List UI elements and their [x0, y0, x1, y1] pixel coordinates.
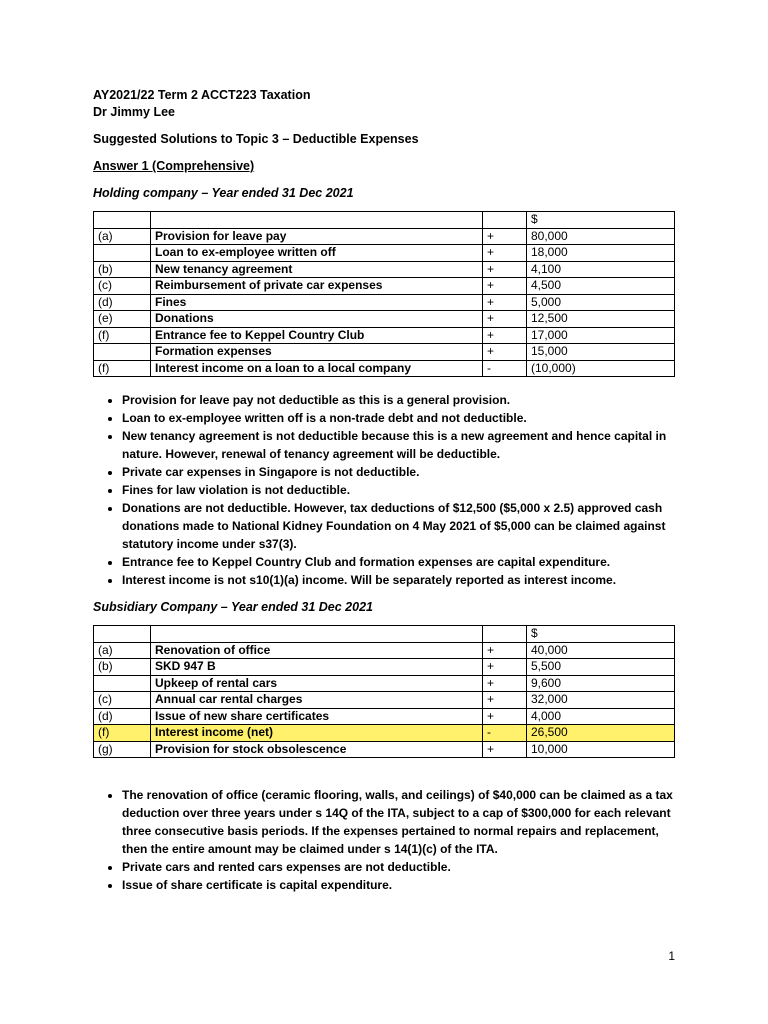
row-ref — [94, 675, 151, 692]
row-ref: (d) — [94, 708, 151, 725]
row-ref: (b) — [94, 659, 151, 676]
course-line: AY2021/22 Term 2 ACCT223 Taxation — [93, 88, 311, 102]
row-ref: (g) — [94, 741, 151, 758]
row-item: Loan to ex-employee written off — [151, 245, 483, 262]
subsidiary-table — [93, 625, 675, 758]
row-amount: 80,000 — [527, 228, 675, 245]
row-ref: (c) — [94, 278, 151, 295]
table-row — [94, 261, 675, 278]
row-sign: + — [483, 675, 527, 692]
row-sign: + — [483, 245, 527, 262]
row-ref: (c) — [94, 692, 151, 709]
document-page — [93, 87, 675, 894]
table-row — [94, 245, 675, 262]
table-row — [94, 741, 675, 758]
row-item: Provision for stock obsolescence — [151, 741, 483, 758]
table-row — [94, 708, 675, 725]
row-amount: 15,000 — [527, 344, 675, 361]
row-amount: (10,000) — [527, 360, 675, 377]
table-row — [94, 360, 675, 377]
row-sign: + — [483, 708, 527, 725]
row-ref: (a) — [94, 228, 151, 245]
row-sign: + — [483, 294, 527, 311]
row-ref: (f) — [94, 327, 151, 344]
list-item: • Private car expenses in Singapore is not deductible. — [122, 463, 675, 481]
row-sign: + — [483, 659, 527, 676]
row-amount: 4,000 — [527, 708, 675, 725]
row-sign: - — [483, 360, 527, 377]
row-item: Provision for leave pay — [151, 228, 483, 245]
row-amount: 4,100 — [527, 261, 675, 278]
row-amount: 26,500 — [527, 725, 675, 742]
row-ref: (a) — [94, 642, 151, 659]
row-ref — [94, 344, 151, 361]
row-amount: 5,000 — [527, 294, 675, 311]
row-item: New tenancy agreement — [151, 261, 483, 278]
table-row — [94, 228, 675, 245]
author-line: Dr Jimmy Lee — [93, 105, 175, 119]
row-ref: (f) — [94, 725, 151, 742]
list-item: • Issue of share certificate is capital expenditure. — [122, 876, 675, 894]
list-item: • The renovation of office (ceramic flooring, walls, and ceilings) of $40,000 can be claimed as a tax deduction over three years under s 14Q of the ITA, subject to a cap of $300,000 for each relevant three consecutive basis periods. If the expenses pertained to normal repairs and replacement, then the entire amount may be claimed under s 14(1)(c) of the ITA. — [122, 786, 675, 858]
row-sign: + — [483, 692, 527, 709]
list-item: • New tenancy agreement is not deductible because this is a new agreement and hence capital in nature. However, renewal of tenancy agreement will be deductible. — [122, 427, 675, 463]
document-title: Suggested Solutions to Topic 3 – Deductible Expenses — [93, 132, 419, 146]
answer-heading: Answer 1 (Comprehensive) — [93, 159, 255, 173]
row-amount: 40,000 — [527, 642, 675, 659]
row-item: Renovation of office — [151, 642, 483, 659]
row-sign: + — [483, 261, 527, 278]
row-item: SKD 947 B — [151, 659, 483, 676]
row-item: Issue of new share certificates — [151, 708, 483, 725]
row-item: Entrance fee to Keppel Country Club — [151, 327, 483, 344]
table-row — [94, 344, 675, 361]
row-item: Interest income (net) — [151, 725, 483, 742]
holding-table — [93, 211, 675, 377]
table-row — [94, 642, 675, 659]
row-amount: 18,000 — [527, 245, 675, 262]
list-item: • Loan to ex-employee written off is a non-trade debt and not deductible. — [122, 409, 675, 427]
table-row — [94, 675, 675, 692]
table-row — [94, 692, 675, 709]
row-item: Fines — [151, 294, 483, 311]
subsidiary-heading: Subsidiary Company – Year ended 31 Dec 2021 — [93, 600, 373, 614]
row-ref: (d) — [94, 294, 151, 311]
highlighted-table-row — [94, 725, 675, 742]
row-item: Donations — [151, 311, 483, 328]
table-row — [94, 327, 675, 344]
row-amount: 5,500 — [527, 659, 675, 676]
row-sign: + — [483, 278, 527, 295]
table-row — [94, 659, 675, 676]
row-amount: 9,600 — [527, 675, 675, 692]
row-ref — [94, 245, 151, 262]
row-sign: + — [483, 741, 527, 758]
row-ref: (f) — [94, 360, 151, 377]
holding-heading: Holding company – Year ended 31 Dec 2021 — [93, 186, 354, 200]
row-ref: (b) — [94, 261, 151, 278]
row-sign: + — [483, 642, 527, 659]
currency-header: $ — [527, 626, 675, 643]
table-row — [94, 294, 675, 311]
page-number: 1 — [668, 949, 675, 963]
row-sign: - — [483, 725, 527, 742]
row-amount: 4,500 — [527, 278, 675, 295]
row-sign: + — [483, 228, 527, 245]
currency-header: $ — [527, 212, 675, 229]
holding-notes-list — [93, 391, 675, 589]
list-item: • Interest income is not s10(1)(a) income. Will be separately reported as interest income. — [122, 571, 675, 589]
row-item: Reimbursement of private car expenses — [151, 278, 483, 295]
table-row — [94, 311, 675, 328]
holding-table-header-row — [94, 212, 675, 229]
row-item: Annual car rental charges — [151, 692, 483, 709]
list-item: • Entrance fee to Keppel Country Club and formation expenses are capital expenditure. — [122, 553, 675, 571]
row-item: Upkeep of rental cars — [151, 675, 483, 692]
row-item: Formation expenses — [151, 344, 483, 361]
row-amount: 17,000 — [527, 327, 675, 344]
row-amount: 10,000 — [527, 741, 675, 758]
subsidiary-notes-list — [93, 786, 675, 894]
row-item: Interest income on a loan to a local company — [151, 360, 483, 377]
row-sign: + — [483, 327, 527, 344]
subsidiary-table-header-row — [94, 626, 675, 643]
table-row — [94, 278, 675, 295]
list-item: • Donations are not deductible. However, tax deductions of $12,500 ($5,000 x 2.5) approved cash donations made to National Kidney Foundation on 4 May 2021 of $5,000 can be claimed against statutory income under s37(3). — [122, 499, 675, 553]
list-item: • Fines for law violation is not deductible. — [122, 481, 675, 499]
row-sign: + — [483, 311, 527, 328]
row-amount: 12,500 — [527, 311, 675, 328]
row-ref: (e) — [94, 311, 151, 328]
list-item: • Private cars and rented cars expenses are not deductible. — [122, 858, 675, 876]
row-amount: 32,000 — [527, 692, 675, 709]
row-sign: + — [483, 344, 527, 361]
list-item: • Provision for leave pay not deductible as this is a general provision. — [122, 391, 675, 409]
